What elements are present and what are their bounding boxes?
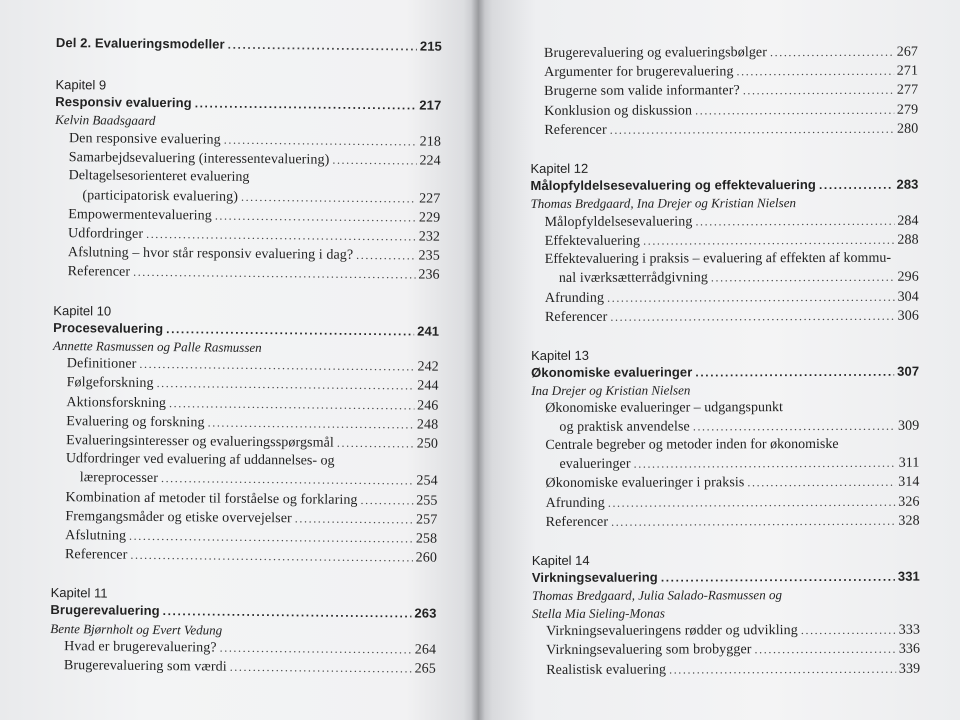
chapter-label: Kapitel 14 xyxy=(531,552,590,569)
book-gutter xyxy=(471,0,485,720)
chapter-block xyxy=(51,302,440,569)
toc-entry-page-number: 218 xyxy=(419,134,442,150)
toc-entry xyxy=(532,640,920,661)
dot-leader xyxy=(332,151,416,170)
dot-leader xyxy=(161,469,414,490)
chapter-author: Kelvin Baadsgaard xyxy=(55,112,156,129)
toc-entry xyxy=(531,211,919,232)
toc-entry xyxy=(54,243,440,266)
chapter-title: Målopfyldelsesevaluering og effektevaluering xyxy=(530,177,816,194)
chapter-block xyxy=(54,76,442,285)
toc-entry xyxy=(54,186,440,209)
toc-entry xyxy=(50,637,436,660)
toc-entry-title: Effektevaluering xyxy=(544,233,641,249)
toc-entry-title: Centrale begreber og metoder inden for økonomiske xyxy=(545,436,839,453)
dot-leader xyxy=(611,512,895,531)
dot-leader xyxy=(169,394,414,415)
toc-entry xyxy=(530,62,918,83)
toc-entry-page-number: 248 xyxy=(416,417,439,433)
toc-entry xyxy=(52,468,438,491)
toc-entry-page-number: 304 xyxy=(897,289,919,305)
dot-leader xyxy=(230,658,412,678)
chapter-label: Kapitel 12 xyxy=(530,160,589,177)
part-heading xyxy=(56,34,442,56)
chapter-title: Brugerevaluering xyxy=(50,602,160,619)
left-toc xyxy=(50,34,442,699)
toc-entry-page-number: 333 xyxy=(898,622,921,638)
dot-leader xyxy=(755,640,896,659)
dot-leader xyxy=(157,374,415,395)
toc-entry-title: Referencer xyxy=(544,309,608,325)
toc-entry xyxy=(531,306,919,327)
toc-entry xyxy=(532,659,920,680)
left-page xyxy=(0,0,478,720)
toc-entry xyxy=(53,354,439,377)
toc-entry-title: Udfordringer xyxy=(68,226,144,242)
dot-leader xyxy=(608,492,896,511)
dot-leader xyxy=(743,81,894,100)
toc-entry xyxy=(54,224,440,247)
dot-leader xyxy=(208,413,414,433)
dot-leader xyxy=(693,417,895,436)
chapter-author: Thomas Bredgaard, Ina Drejer og Kristian Nielsen xyxy=(530,195,797,212)
toc-entry xyxy=(531,287,919,308)
dot-leader xyxy=(711,268,895,287)
chapter-label: Kapitel 9 xyxy=(55,77,107,93)
toc-entry-title: Referencer xyxy=(67,264,131,281)
toc-entry xyxy=(530,43,918,64)
dot-leader xyxy=(195,95,417,115)
toc-entry-page-number: 284 xyxy=(897,213,919,229)
chapter-title: Responsiv evaluering xyxy=(55,94,192,111)
dot-leader xyxy=(295,509,413,528)
dot-leader xyxy=(819,176,894,194)
toc-entry-page-number: 326 xyxy=(898,494,920,510)
dot-leader xyxy=(695,211,894,230)
toc-entry-continued: evalueringer xyxy=(559,456,631,473)
right-toc xyxy=(530,43,920,700)
dot-leader xyxy=(337,434,414,453)
chapter-page-number: 307 xyxy=(897,363,920,379)
chapter-title: Procesevaluering xyxy=(53,319,164,336)
dot-leader xyxy=(643,231,894,250)
dot-leader xyxy=(130,546,412,567)
chapter-block xyxy=(50,584,437,679)
toc-entry xyxy=(530,119,918,140)
toc-entry-title: Afrunding xyxy=(545,495,605,511)
toc-entry-title: Empowermentevaluering xyxy=(68,206,212,224)
chapter-page-number: 263 xyxy=(414,605,437,622)
dot-leader xyxy=(360,491,413,510)
toc-entry-title: Den responsive evaluering xyxy=(68,131,221,148)
toc-entry-page-number: 250 xyxy=(416,436,439,452)
toc-entry-title: Realistisk evaluering xyxy=(546,662,667,678)
chapter-label: Kapitel 10 xyxy=(53,302,112,319)
toc-entry-title: Evalueringsinteresser og evalueringsspørgsmål xyxy=(66,433,335,451)
chapter-author: Stella Mia Sieling-Monas xyxy=(531,605,665,621)
chapter-page-number: 217 xyxy=(419,97,442,113)
toc-entry xyxy=(53,373,439,396)
toc-entry xyxy=(532,512,920,533)
continued-entries xyxy=(530,43,918,140)
chapter-author: Bente Bjørnholt og Evert Vedung xyxy=(50,620,223,638)
toc-entry xyxy=(51,507,437,530)
toc-entry-title: Fremgangsmåder og etiske overvejelser xyxy=(65,508,292,527)
toc-entry xyxy=(54,205,440,228)
chapter-title: Økonomiske evalueringer xyxy=(531,364,693,380)
toc-entry-title: Følgeforskning xyxy=(66,375,154,392)
part-title: Del 2. Evalueringsmodeller xyxy=(55,34,225,52)
chapter-heading xyxy=(531,363,919,383)
toc-entry-page-number: 236 xyxy=(418,267,440,284)
toc-entry-title: Deltagelsesorienteret evaluering xyxy=(68,168,250,186)
toc-entry-page-number: 258 xyxy=(415,531,438,547)
toc-entry-title: Udfordringer ved evaluering af uddannelses- og xyxy=(65,451,335,469)
toc-entry-continued: (participatorisk evaluering) xyxy=(82,187,239,205)
dot-leader xyxy=(163,603,412,624)
toc-entry-title: Hvad er brugerevaluering? xyxy=(64,639,217,656)
toc-entry-page-number: 255 xyxy=(416,493,438,509)
toc-entry xyxy=(530,100,918,121)
chapter-page-number: 331 xyxy=(897,568,920,584)
toc-entry-title: Målopfyldelsesevaluering xyxy=(544,214,693,230)
toc-entry-title: Konklusion og diskussion xyxy=(544,103,693,119)
toc-entry-title: Kombination af metoder til forståelse og forklaring xyxy=(65,489,358,508)
toc-entry-title: Brugerne som valide informanter? xyxy=(544,83,740,100)
toc-entry xyxy=(532,492,920,513)
dot-leader xyxy=(661,568,895,587)
chapter-heading xyxy=(530,176,918,196)
toc-entry-page-number: 260 xyxy=(415,550,438,566)
toc-entry xyxy=(531,454,919,475)
dot-leader xyxy=(610,120,894,139)
dot-leader xyxy=(166,320,414,341)
toc-entry-page-number: 280 xyxy=(896,121,919,137)
toc-entry-page-number: 246 xyxy=(417,398,439,414)
toc-entry-continued: og praktisk anvendelse xyxy=(559,419,690,435)
toc-entry xyxy=(531,268,919,289)
toc-entry-page-number: 336 xyxy=(898,642,921,658)
toc-entry-page-number: 227 xyxy=(419,191,441,207)
chapter-title: Virkningsevaluering xyxy=(531,569,658,586)
dot-leader xyxy=(133,263,415,284)
toc-entry-title: Virkningsevalueringens rødder og udvikling xyxy=(546,623,798,640)
dot-leader xyxy=(129,527,413,548)
toc-entry xyxy=(55,129,441,152)
toc-entry-title: Effektevaluering i praksis – evaluering af effekten af kommu- xyxy=(544,250,892,268)
chapter-list xyxy=(530,159,920,680)
toc-entry-page-number: 277 xyxy=(896,83,919,99)
toc-entry-continued: læreprocesser xyxy=(79,470,159,487)
toc-entry xyxy=(50,656,436,679)
toc-entry-page-number: 257 xyxy=(415,512,438,528)
dot-leader xyxy=(224,131,417,151)
toc-entry xyxy=(531,416,919,437)
dot-leader xyxy=(139,355,414,376)
toc-entry-page-number: 271 xyxy=(896,63,919,79)
toc-entry-title: Økonomiske evalueringer i praksis xyxy=(545,475,745,492)
toc-entry-title: Virkningsevaluering som brobygger xyxy=(546,642,752,659)
toc-entry-page-number: 311 xyxy=(898,455,920,471)
toc-entry-page-number: 264 xyxy=(414,642,437,658)
dot-leader xyxy=(610,306,894,325)
chapter-page-number: 241 xyxy=(417,323,440,339)
toc-entry xyxy=(532,621,920,642)
chapter-author: Annette Rasmussen og Palle Rasmussen xyxy=(52,337,262,355)
toc-entry xyxy=(531,231,919,252)
toc-entry-page-number: 279 xyxy=(896,102,919,118)
chapter-block xyxy=(530,159,919,327)
toc-entry-page-number: 296 xyxy=(897,269,919,286)
dot-leader xyxy=(770,43,894,62)
dot-leader xyxy=(634,454,896,473)
toc-entry-page-number: 224 xyxy=(419,153,441,169)
toc-entry-page-number: 314 xyxy=(898,475,920,491)
toc-entry-page-number: 267 xyxy=(896,44,919,60)
dot-leader xyxy=(801,621,896,640)
toc-entry xyxy=(530,81,918,102)
toc-entry-title: Samarbejdsevaluering (interessentevaluering) xyxy=(68,150,330,168)
chapter-label: Kapitel 13 xyxy=(531,347,589,363)
toc-entry-page-number: 288 xyxy=(897,232,919,248)
toc-entry xyxy=(51,526,437,549)
toc-entry-title: Økonomiske evalueringer – udgangspunkt xyxy=(545,399,783,416)
toc-entry-title: Aktionsforskning xyxy=(66,394,167,411)
toc-entry xyxy=(532,473,920,494)
dot-leader xyxy=(356,246,416,265)
toc-entry-page-number: 309 xyxy=(897,418,920,434)
toc-entry-page-number: 235 xyxy=(418,248,440,264)
chapter-list xyxy=(50,76,442,679)
toc-entry-page-number: 254 xyxy=(416,473,438,490)
toc-entry-page-number: 306 xyxy=(897,308,919,324)
dot-leader xyxy=(228,36,417,56)
toc-entry xyxy=(52,412,438,435)
toc-entry-title: Referencer xyxy=(544,122,607,138)
toc-entry-page-number: 232 xyxy=(418,229,441,245)
toc-entry-title: Referencer xyxy=(545,514,609,530)
toc-entry-continued: nal iværksætterrådgivning xyxy=(558,270,708,287)
dot-leader xyxy=(215,206,416,226)
toc-entry-page-number: 265 xyxy=(414,661,436,678)
toc-entry-title: Afrunding xyxy=(544,290,605,306)
toc-entry-title: Brugerevaluering som værdi xyxy=(63,658,227,676)
right-page xyxy=(478,0,960,720)
chapter-heading xyxy=(532,568,920,588)
toc-entry xyxy=(51,488,437,511)
toc-entry-title: Argumenter for brugerevaluering xyxy=(544,64,734,81)
dot-leader xyxy=(241,187,416,207)
toc-entry-title: Definitioner xyxy=(66,356,137,373)
toc-entry-title: Brugerevaluering og evalueringsbølger xyxy=(544,45,768,61)
chapter-label: Kapitel 11 xyxy=(50,585,108,601)
chapter-block xyxy=(531,346,920,532)
dot-leader xyxy=(695,100,894,119)
toc-entry xyxy=(54,262,440,285)
toc-entry xyxy=(52,393,438,416)
dot-leader xyxy=(695,363,894,382)
toc-entry-page-number: 339 xyxy=(898,661,921,677)
dot-leader xyxy=(747,473,895,492)
toc-entry-page-number: 229 xyxy=(418,210,441,226)
dot-leader xyxy=(220,639,412,659)
toc-entry-title: Afslutning – hvor står responsiv evaluering i dag? xyxy=(67,245,354,263)
chapter-page-number: 283 xyxy=(896,176,919,192)
toc-entry-page-number: 244 xyxy=(417,378,439,395)
part-page-number: 215 xyxy=(419,38,442,54)
toc-entry-title: Afslutning xyxy=(65,528,127,544)
toc-entry-page-number: 328 xyxy=(898,513,920,529)
chapter-author: Ina Drejer og Kristian Nielsen xyxy=(531,382,691,399)
dot-leader xyxy=(669,659,896,678)
dot-leader xyxy=(146,225,416,246)
toc-entry-title: Evaluering og forskning xyxy=(66,413,205,431)
toc-entry-title: Referencer xyxy=(64,547,128,563)
dot-leader xyxy=(607,287,895,306)
chapter-author: Thomas Bredgaard, Julia Salado-Rasmussen og xyxy=(531,587,782,604)
chapter-block xyxy=(532,551,920,680)
toc-entry-page-number: 242 xyxy=(417,359,439,375)
toc-entry xyxy=(51,545,437,568)
dot-leader xyxy=(737,62,894,81)
